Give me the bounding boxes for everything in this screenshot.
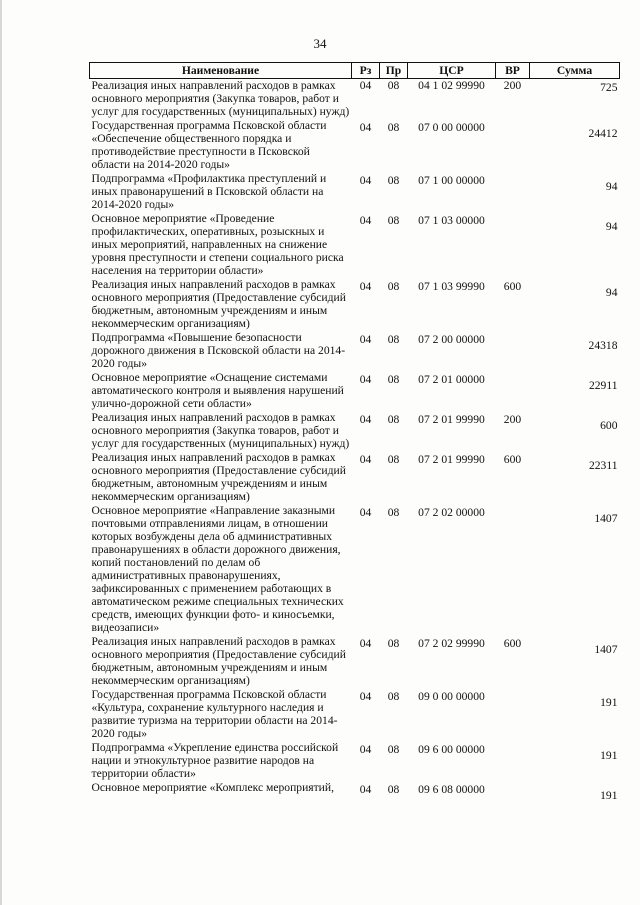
cell-rz: 04 [359, 79, 372, 92]
cell-csr: 07 1 00 00000 [418, 174, 485, 187]
cell-sum: 22911 [588, 379, 618, 392]
table-row [90, 119, 620, 172]
cell-vr: 200 [503, 413, 522, 426]
cell-csr: 07 1 03 99990 [418, 280, 485, 293]
cell-pr: 08 [387, 121, 400, 134]
cell-pr: 08 [387, 280, 400, 293]
cell-rz: 04 [359, 453, 372, 466]
cell-rz: 04 [359, 637, 372, 650]
cell-csr: 04 1 02 99990 [418, 79, 485, 92]
budget-table [89, 62, 620, 803]
header-vr: ВР [496, 63, 530, 79]
cell-sum: 600 [600, 419, 618, 432]
table-row [90, 504, 620, 635]
cell-rz: 04 [359, 121, 372, 134]
cell-sum: 24412 [588, 127, 618, 140]
table-row [90, 278, 620, 331]
cell-name: Реализация иных направлений расходов в рамках основного мероприятия (Закупка товаров, работ и услуг для государственных (муниципальных) нужд) [91, 79, 350, 118]
cell-name: Подпрограмма «Повышение безопасности дорожного движения в Псковской области на 2014-2020 годы» [91, 331, 346, 370]
cell-rz: 04 [359, 743, 372, 756]
header-sum: Сумма [530, 63, 620, 79]
cell-sum: 191 [600, 696, 618, 709]
table-row [90, 635, 620, 688]
table-row [90, 172, 620, 212]
cell-csr: 07 2 01 00000 [418, 373, 485, 386]
cell-vr [496, 688, 530, 741]
cell-sum: 94 [605, 286, 618, 299]
cell-sum: 24318 [588, 339, 618, 352]
cell-sum: 191 [600, 749, 618, 762]
cell-vr: 600 [503, 637, 522, 650]
table-row [90, 331, 620, 371]
cell-sum: 725 [600, 81, 618, 94]
cell-pr: 08 [387, 174, 400, 187]
cell-csr: 07 2 02 99990 [418, 637, 485, 650]
header-rz: Рз [352, 63, 380, 79]
cell-name: Реализация иных направлений расходов в рамках основного мероприятия (Закупка товаров, работ и услуг для государственных (муниципальных) нужд) [91, 411, 350, 450]
table-body [90, 79, 620, 804]
cell-sum: 22311 [588, 459, 618, 472]
cell-name: Подпрограмма «Укрепление единства российской нации и этнокультурное развитие народов на территории области» [91, 741, 339, 780]
cell-name: Реализация иных направлений расходов в рамках основного мероприятия (Предоставление субсидий бюджетным, автономным учреждениям и иным некоммерческим организациям) [91, 635, 346, 687]
cell-pr: 08 [387, 690, 400, 703]
cell-sum: 94 [605, 220, 618, 233]
cell-rz: 04 [359, 174, 372, 187]
cell-rz: 04 [359, 214, 372, 227]
cell-rz: 04 [359, 690, 372, 703]
cell-csr: 07 0 00 00000 [418, 121, 485, 134]
cell-rz: 04 [359, 783, 372, 796]
cell-pr: 08 [387, 506, 400, 519]
header-name: Наименование [90, 63, 352, 79]
cell-vr [496, 119, 530, 172]
cell-name: Основное мероприятие «Комплекс мероприятий, [91, 781, 334, 794]
cell-pr: 08 [387, 783, 400, 796]
cell-vr [496, 331, 530, 371]
header-pr: Пр [380, 63, 408, 79]
cell-name: Государственная программа Псковской области «Культура, сохранение культурного наследия и развитие туризма на территории области на 2014-2020 годы» [91, 688, 338, 740]
cell-rz: 04 [359, 373, 372, 386]
cell-rz: 04 [359, 506, 372, 519]
table-row [90, 688, 620, 741]
cell-name: Основное мероприятие «Оснащение системами автоматического контроля и выявления нарушений улично-дорожной сети области» [91, 371, 344, 410]
cell-csr: 07 2 02 00000 [418, 506, 485, 519]
cell-pr: 08 [387, 214, 400, 227]
cell-name: Основное мероприятие «Проведение профилактических, оперативных, розыскных и иных мероприятий, направленных на снижение уровня преступности и степени социального риска населения на территории области» [91, 212, 344, 277]
cell-csr: 07 1 03 00000 [418, 214, 485, 227]
cell-pr: 08 [387, 413, 400, 426]
scan-edge [0, 0, 2, 905]
cell-pr: 08 [387, 743, 400, 756]
table-row [90, 781, 620, 803]
cell-vr [496, 504, 530, 635]
cell-pr: 08 [387, 79, 400, 92]
cell-csr: 07 2 01 99990 [418, 453, 485, 466]
cell-csr: 09 6 08 00000 [418, 783, 485, 796]
cell-vr [496, 371, 530, 411]
table-row [90, 79, 620, 120]
cell-rz: 04 [359, 333, 372, 346]
cell-vr: 600 [503, 280, 522, 293]
cell-vr: 600 [503, 453, 522, 466]
cell-pr: 08 [387, 637, 400, 650]
cell-name: Реализация иных направлений расходов в рамках основного мероприятия (Предоставление субсидий бюджетным, автономным учреждениям и иным некоммерческим организациям) [91, 451, 346, 503]
cell-csr: 07 2 01 99990 [418, 413, 485, 426]
cell-pr: 08 [387, 453, 400, 466]
cell-sum: 1407 [594, 643, 618, 656]
cell-vr: 200 [503, 79, 522, 92]
cell-sum: 191 [600, 789, 618, 802]
table-row [90, 451, 620, 504]
cell-name: Подпрограмма «Профилактика преступлений и иных правонарушений в Псковской области на 2014-2020 годы» [91, 172, 327, 211]
cell-sum: 1407 [594, 512, 618, 525]
cell-sum: 94 [605, 180, 618, 193]
table-header [90, 63, 620, 79]
cell-name: Государственная программа Псковской области «Обеспечение общественного порядка и противодействие преступности в Псковской области на 2014-2020 годы» [91, 119, 327, 171]
cell-vr [496, 212, 530, 278]
table-row [90, 371, 620, 411]
cell-rz: 04 [359, 413, 372, 426]
cell-vr [496, 781, 530, 803]
cell-rz: 04 [359, 280, 372, 293]
cell-name: Реализация иных направлений расходов в рамках основного мероприятия (Предоставление субсидий бюджетным, автономным учреждениям и иным некоммерческим организациям) [91, 278, 346, 330]
table-row [90, 741, 620, 781]
cell-pr: 08 [387, 373, 400, 386]
page-number: 34 [313, 36, 327, 51]
cell-vr [496, 172, 530, 212]
cell-pr: 08 [387, 333, 400, 346]
cell-vr [496, 741, 530, 781]
cell-csr: 09 0 00 00000 [418, 690, 485, 703]
cell-name: Основное мероприятие «Направление заказными почтовыми отправлениями лицам, в отношении которых возбуждены дела об административных правонарушениях в области дорожного движения, копий постановлений по делам об административных правонарушениях, зафиксированных с применением работающих в автоматическом режиме специальных технических средств, имеющих функции фото- и киносъемки, видеозаписи» [91, 504, 344, 634]
table-row [90, 212, 620, 278]
cell-csr: 09 6 00 00000 [418, 743, 485, 756]
header-csr: ЦСР [408, 63, 496, 79]
table-row [90, 411, 620, 451]
cell-csr: 07 2 00 00000 [418, 333, 485, 346]
